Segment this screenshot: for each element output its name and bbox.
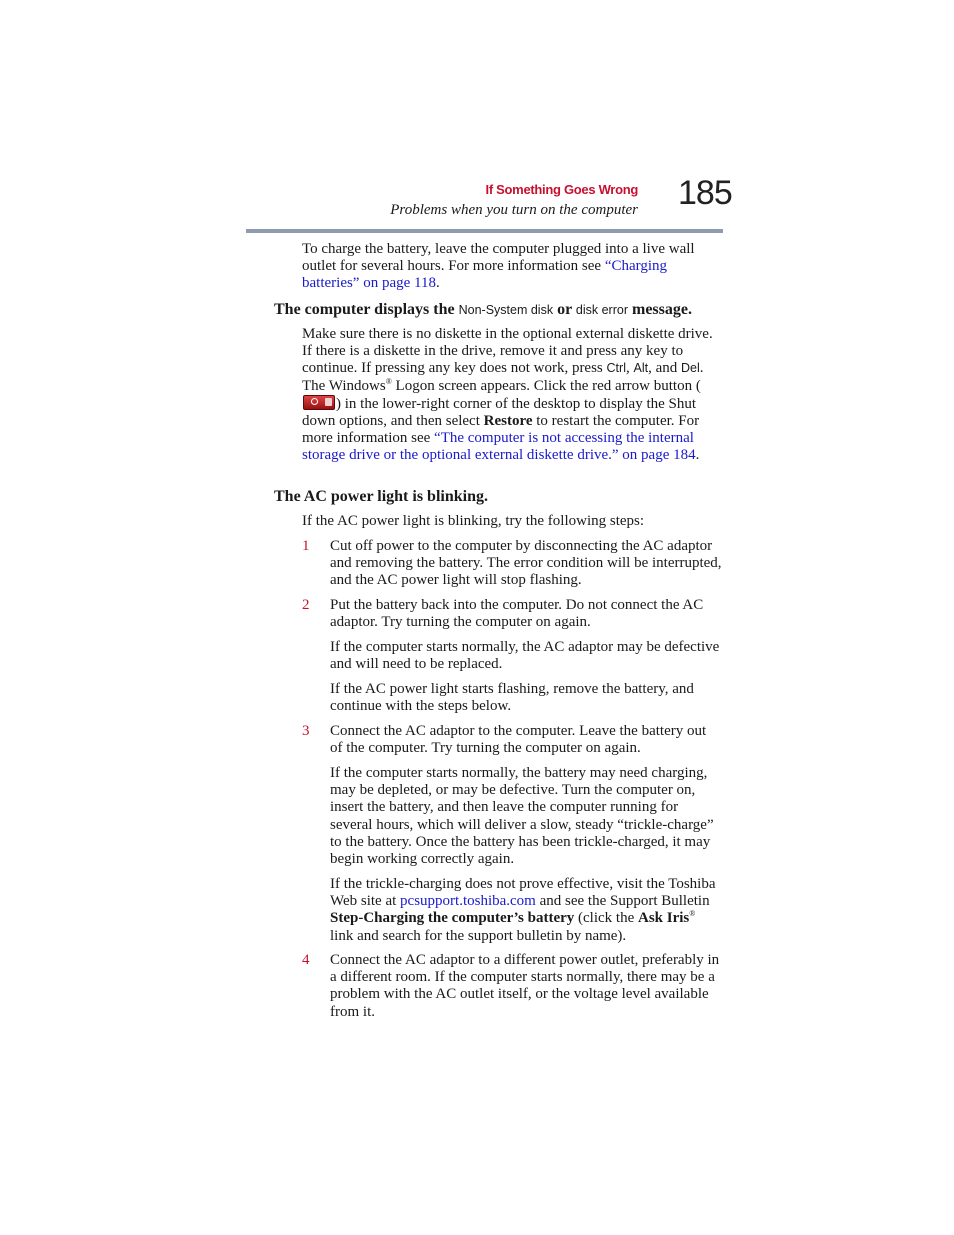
key-ctrl: Ctrl <box>606 361 626 376</box>
step-number: 3 <box>302 723 310 739</box>
heading-nonsystem-disk <box>274 301 692 319</box>
step-text: Connect the AC adaptor to a different power outlet, preferably in a different room. If the computer starts normally, there may be a problem with the AC outlet itself, or the voltage level available from it. <box>330 952 720 1020</box>
intro-paragraph <box>302 241 722 293</box>
para1-text: . The Windows <box>302 360 704 394</box>
key-alt: Alt <box>633 361 649 376</box>
note-text: link and search for the support bulletin by name). <box>330 927 627 944</box>
note-text: and see the Support Bulletin <box>535 893 710 910</box>
heading1-code-disk-error: disk error <box>575 303 628 317</box>
bulletin-title: Step-Charging the computer’s battery <box>330 910 575 927</box>
key-del: Del <box>681 361 700 376</box>
not-accessing-drive-link[interactable]: “The computer is not accessing the internal storage drive or the optional external diskette drive.” on page 184 <box>302 430 696 464</box>
heading1-part-b: or <box>553 301 576 318</box>
heading1-code-nonsystem: Non-System disk <box>458 303 554 317</box>
para1-text: , and <box>648 360 681 377</box>
step-number: 4 <box>302 952 310 968</box>
heading-ac-power-light: The AC power light is blinking. <box>274 488 488 505</box>
step-note: If the computer starts normally, the AC adaptor may be defective and will need to be replaced. <box>330 639 720 673</box>
charging-batteries-link[interactable]: “Charging batteries” on page 118 <box>302 258 668 292</box>
step-note: If the AC power light starts flashing, remove the battery, and continue with the steps below. <box>330 681 694 715</box>
step-text: Connect the AC adaptor to the computer. Leave the battery out of the computer. Try turning the computer on again. <box>330 723 707 757</box>
ask-iris-label: Ask Iris <box>638 910 690 927</box>
heading1-part-c: message. <box>628 301 692 318</box>
step-note: If the computer starts normally, the battery may need charging, may be depleted, or may be defective. Turn the computer on, insert the battery, and then leave the computer running for several hours, which will deliver a slow, steady “trickle-charge” to the battery. Once the battery has been trickle-charged, it may begin working correctly again. <box>330 765 714 868</box>
intro-end: . <box>435 275 440 292</box>
note-text: (click the <box>574 910 638 927</box>
chapter-title: If Something Goes Wrong <box>485 182 638 197</box>
step-number: 2 <box>302 597 310 613</box>
step-text: Cut off power to the computer by disconnecting the AC adaptor and removing the battery. The error condition will be interrupted, and the AC power light will stop flashing. <box>330 538 722 589</box>
step-text: Put the battery back into the computer. Do not connect the AC adaptor. Try turning the computer on again. <box>330 597 704 631</box>
para1-text: ) in the lower-right corner of the desktop to display the Shut down options, and then select <box>302 395 697 430</box>
registered-mark: ® <box>689 909 696 919</box>
header-rule <box>246 229 723 233</box>
pcsupport-link[interactable]: pcsupport.toshiba.com <box>400 893 536 910</box>
step-number: 1 <box>302 538 310 554</box>
restore-label: Restore <box>483 413 533 430</box>
section-title: Problems when you turn on the computer <box>390 202 638 218</box>
para1-text: . <box>695 447 700 464</box>
power-arrow-button-icon <box>303 395 335 410</box>
para1-text: to restart the computer. For more information see <box>302 413 700 447</box>
intro-text: To charge the battery, leave the computer plugged into a live wall outlet for several hours. For more information see <box>302 241 695 275</box>
para1-text: , <box>625 360 634 377</box>
para1-text: Make sure there is no diskette in the optional external diskette drive. If there is a diskette in the drive, remove it and press any key to continue. If pressing any key does not work, press <box>302 326 713 377</box>
steps-intro: If the AC power light is blinking, try the following steps: <box>302 513 645 529</box>
note-text: If the trickle-charging does not prove effective, visit the Toshiba Web site at <box>330 876 716 910</box>
diskette-paragraph <box>302 326 722 465</box>
para1-text: Logon screen appears. Click the red arrow button ( <box>391 377 701 394</box>
page-number: 185 <box>678 174 732 212</box>
heading1-part-a: The computer displays the <box>274 301 459 318</box>
step-note-support <box>330 876 722 945</box>
registered-mark: ® <box>385 376 392 386</box>
